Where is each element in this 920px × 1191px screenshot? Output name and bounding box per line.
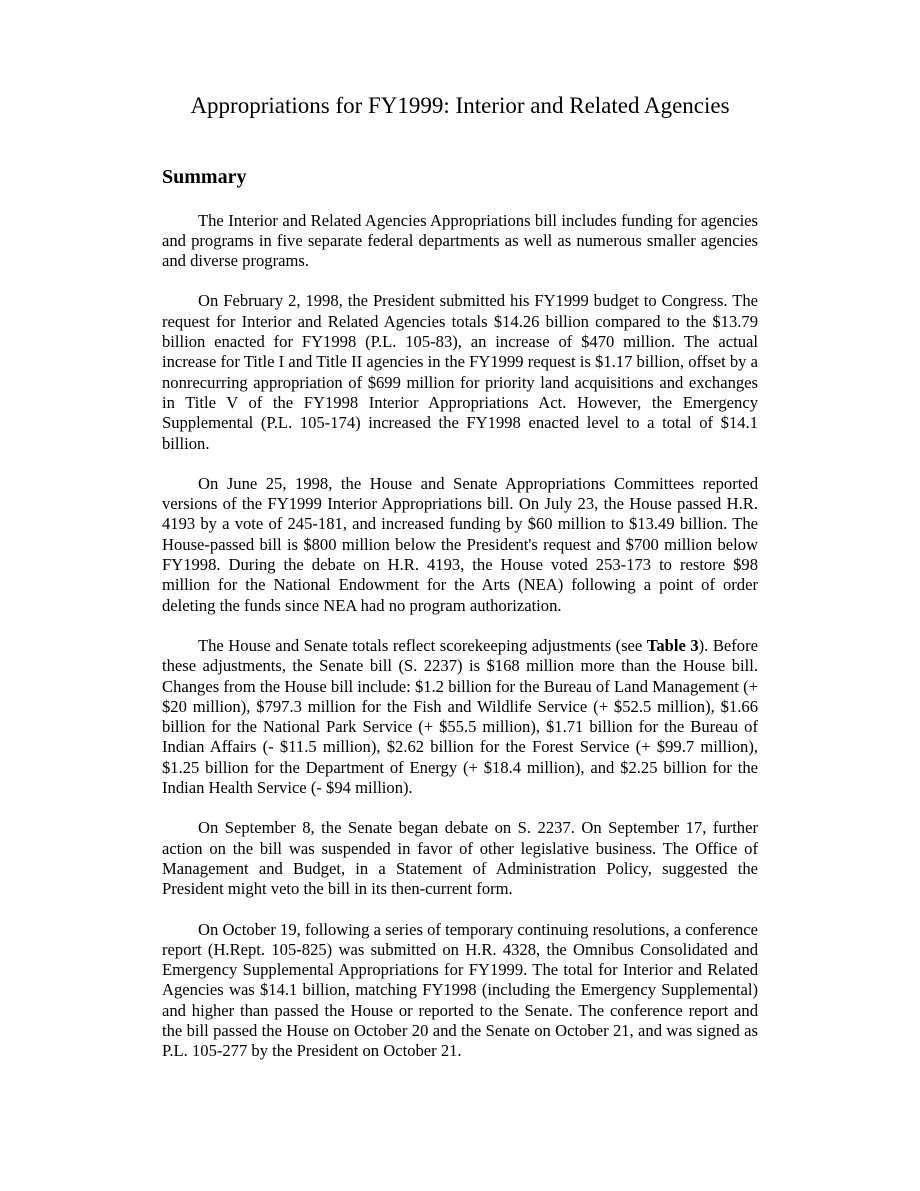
summary-paragraph [162, 636, 758, 798]
section-heading-summary: Summary [162, 165, 247, 188]
paragraph-text: The House and Senate totals reflect scorekeeping adjustments (see [198, 635, 647, 655]
summary-paragraph: On February 2, 1998, the President submitted his FY1999 budget to Congress. The request for Interior and Related Agencies totals $14.26 billion compared to the $13.79 billion enacted for FY1998 (P.L. 105-83), an increase of $470 million. The actual increase for Title I and Title II agencies in the FY1999 request is $1.17 billion, offset by a nonrecurring appropriation of $699 million for priority land acquisitions and exchanges in Title V of the FY1998 Interior Appropriations Act. However, the Emergency Supplemental (P.L. 105-174) increased the FY1998 enacted level to a total of $14.1 billion. [162, 291, 758, 453]
document-page [162, 92, 758, 1082]
summary-paragraph: On September 8, the Senate began debate on S. 2237. On September 17, further action on the bill was suspended in favor of other legislative business. The Office of Management and Budget, in a Statement of Administration Policy, suggested the President might veto the bill in its then-current form. [162, 818, 758, 899]
summary-paragraph: On October 19, following a series of temporary continuing resolutions, a conference report (H.Rept. 105-825) was submitted on H.R. 4328, the Omnibus Consolidated and Emergency Supplemental Appropriations for FY1999. The total for Interior and Related Agencies was $14.1 billion, matching FY1998 (including the Emergency Supplemental) and higher than passed the House or reported to the Senate. The conference report and the bill passed the House on October 20 and the Senate on October 21, and was signed as P.L. 105-277 by the President on October 21. [162, 919, 758, 1061]
paragraph-text: ). Before these adjustments, the Senate bill (S. 2237) is $168 million more than the House bill. Changes from the House bill include: $1.2 billion for the Bureau of Land Management (+ $20 million), $797.3 million for the Fish and Wildlife Service (+ $52.5 million), $1.66 billion for the National Park Service (+ $55.5 million), $1.71 billion for the Bureau of Indian Affairs (- $11.5 million), $2.62 billion for the Forest Service (+ $99.7 million), $1.25 billion for the Department of Energy (+ $18.4 million), and $2.25 billion for the Indian Health Service (- $94 million). [162, 635, 758, 798]
summary-paragraph: On June 25, 1998, the House and Senate Appropriations Committees reported versions of the FY1999 Interior Appropriations bill. On July 23, the House passed H.R. 4193 by a vote of 245-181, and increased funding by $60 million to $13.49 billion. The House-passed bill is $800 million below the President's request and $700 million below FY1998. During the debate on H.R. 4193, the House voted 253-173 to restore $98 million for the National Endowment for the Arts (NEA) following a point of order deleting the funds since NEA had no program authorization. [162, 473, 758, 615]
summary-paragraph: The Interior and Related Agencies Appropriations bill includes funding for agencies and programs in five separate federal departments as well as numerous smaller agencies and diverse programs. [162, 210, 758, 271]
table-reference: Table 3 [646, 635, 699, 655]
document-title: Appropriations for FY1999: Interior and Related Agencies [190, 93, 730, 118]
